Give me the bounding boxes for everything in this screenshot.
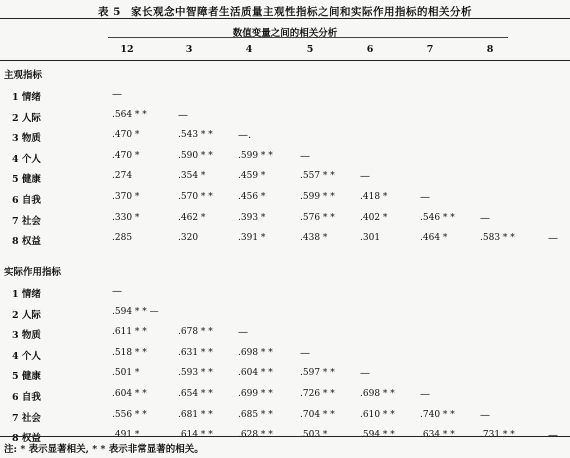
table-cell: .726 * * — [300, 389, 335, 399]
table-cell: .393 * — [238, 212, 266, 223]
table-cell: .583 * * — [480, 233, 515, 244]
row-label: 4 个人 — [12, 153, 41, 165]
table-cell: .402 * — [360, 212, 388, 223]
table-cell: .438 * — [300, 233, 328, 244]
table-subheading: 数值变量之间的相关分析 — [232, 28, 338, 39]
table-cell: .634 * * — [420, 430, 455, 441]
table-note: 注: * 表示显著相关, * * 表示非常显著的相关。 — [4, 444, 204, 455]
table-cell: .614 * * — [178, 430, 213, 441]
column-header: 12 — [120, 44, 134, 55]
row-label: 6 自我 — [12, 392, 41, 403]
table-cell: .564 * * — [112, 109, 147, 120]
table-cell: — — [112, 89, 122, 100]
table-cell: .501 * — [112, 368, 140, 379]
table-cell: .470 * — [112, 130, 140, 141]
row-label: 7 社会 — [12, 215, 41, 227]
row-label: 8 权益 — [12, 433, 41, 445]
row-label: 5 健康 — [12, 371, 41, 383]
table-cell: .456 * — [238, 192, 266, 202]
table-cell: — — [300, 150, 310, 162]
table-cell: .576 * * — [300, 212, 335, 223]
header-rule — [0, 60, 570, 61]
table-cell: .604 * * — [238, 368, 273, 379]
row-label: 2 人际 — [12, 112, 41, 124]
table-cell: .604 * * — [112, 389, 147, 399]
table-cell: .599 * * — [300, 192, 335, 202]
table-cell: .503 * — [300, 430, 328, 441]
column-header: 8 — [486, 44, 494, 55]
row-label: 2 人际 — [12, 309, 41, 321]
section-heading: 主观指标 — [4, 70, 43, 81]
table-cell: — — [238, 327, 248, 339]
table-cell: .654 * * — [178, 389, 213, 399]
table-cell: .681 * * — [178, 409, 213, 420]
table-cell: .556 * * — [112, 409, 147, 420]
table-cell: .740 * * — [420, 409, 455, 420]
row-label: 8 权益 — [12, 236, 41, 248]
table-title — [0, 4, 570, 19]
top-rule — [0, 18, 570, 19]
table-cell: .462 * — [178, 212, 206, 223]
table-cell: .594 * * — [360, 430, 395, 441]
table-cell: — — [480, 212, 490, 224]
table-cell: .611 * * — [112, 327, 147, 338]
row-label: 3 物质 — [12, 330, 41, 342]
table-cell: — — [420, 389, 430, 400]
table-cell: .594 * * — — [112, 306, 159, 317]
row-label: 6 自我 — [12, 195, 41, 206]
table-cell: .518 * * — [112, 347, 147, 358]
subheading-rule — [108, 37, 508, 38]
column-header: 7 — [426, 44, 434, 55]
table-cell: .597 * * — [300, 368, 335, 379]
table-cell: — — [360, 368, 370, 380]
row-label: 1 情绪 — [12, 289, 41, 300]
table-cell: — — [300, 347, 310, 359]
table-cell: .546 * * — [420, 212, 455, 223]
table-cell: — — [178, 109, 188, 121]
table-cell: .391 * — [238, 233, 266, 244]
table-cell: .698 * * — [238, 347, 273, 358]
table-cell: .370 * — [112, 192, 140, 202]
column-header: 3 — [185, 44, 193, 55]
table-cell: .628 * * — [238, 430, 273, 441]
column-header: 4 — [245, 44, 253, 55]
table-cell: .570 * * — [178, 192, 213, 202]
table-cell: .464 * — [420, 233, 448, 244]
table-cell: .354 * — [178, 171, 206, 182]
table-cell: .698 * * — [360, 389, 395, 399]
table-cell: .610 * * — [360, 409, 395, 420]
table-cell: — — [480, 409, 490, 421]
table-cell: .590 * * — [178, 150, 213, 161]
table-cell: .593 * * — [178, 368, 213, 379]
section-heading: 实际作用指标 — [4, 267, 62, 278]
table-cell: .320 — [178, 233, 199, 244]
table-cell: .491 * — [112, 430, 140, 441]
table-cell: .285 — [112, 233, 133, 244]
table-cell: — — [420, 192, 430, 203]
table-cell: .301 — [360, 233, 381, 244]
table-cell: .631 * * — [178, 347, 213, 358]
table-cell: — — [360, 171, 370, 183]
table-cell: .557 * * — [300, 171, 335, 182]
table-cell: .704 * * — [300, 409, 335, 420]
table-cell: —. — [238, 130, 252, 142]
table-title-text: 家长观念中智障者生活质量主观性指标之间和实际作用指标的相关分析 — [130, 6, 472, 18]
bottom-rule — [0, 436, 570, 437]
table-cell: — — [548, 233, 558, 245]
table-cell: .459 * — [238, 171, 266, 182]
table-cell: — — [112, 286, 122, 297]
table-cell: .330 * — [112, 212, 140, 223]
table-cell: .599 * * — [238, 150, 273, 161]
row-label: 1 情绪 — [12, 92, 41, 103]
row-label: 7 社会 — [12, 412, 41, 424]
table-cell: — — [548, 430, 558, 442]
table-cell: .678 * * — [178, 327, 213, 338]
table-cell: .543 * * — [178, 130, 213, 141]
table-cell: .731 * * — [480, 430, 515, 441]
table-cell: .274 — [112, 171, 133, 182]
row-label: 4 个人 — [12, 350, 41, 362]
table-cell: .699 * * — [238, 389, 273, 399]
table-cell: .418 * — [360, 192, 388, 202]
table-cell: .470 * — [112, 150, 140, 161]
table-number: 表 5 — [98, 6, 121, 18]
row-label: 3 物质 — [12, 133, 41, 145]
column-header: 5 — [306, 44, 314, 55]
column-header: 6 — [366, 44, 374, 55]
row-label: 5 健康 — [12, 174, 41, 186]
table-cell: .685 * * — [238, 409, 273, 420]
